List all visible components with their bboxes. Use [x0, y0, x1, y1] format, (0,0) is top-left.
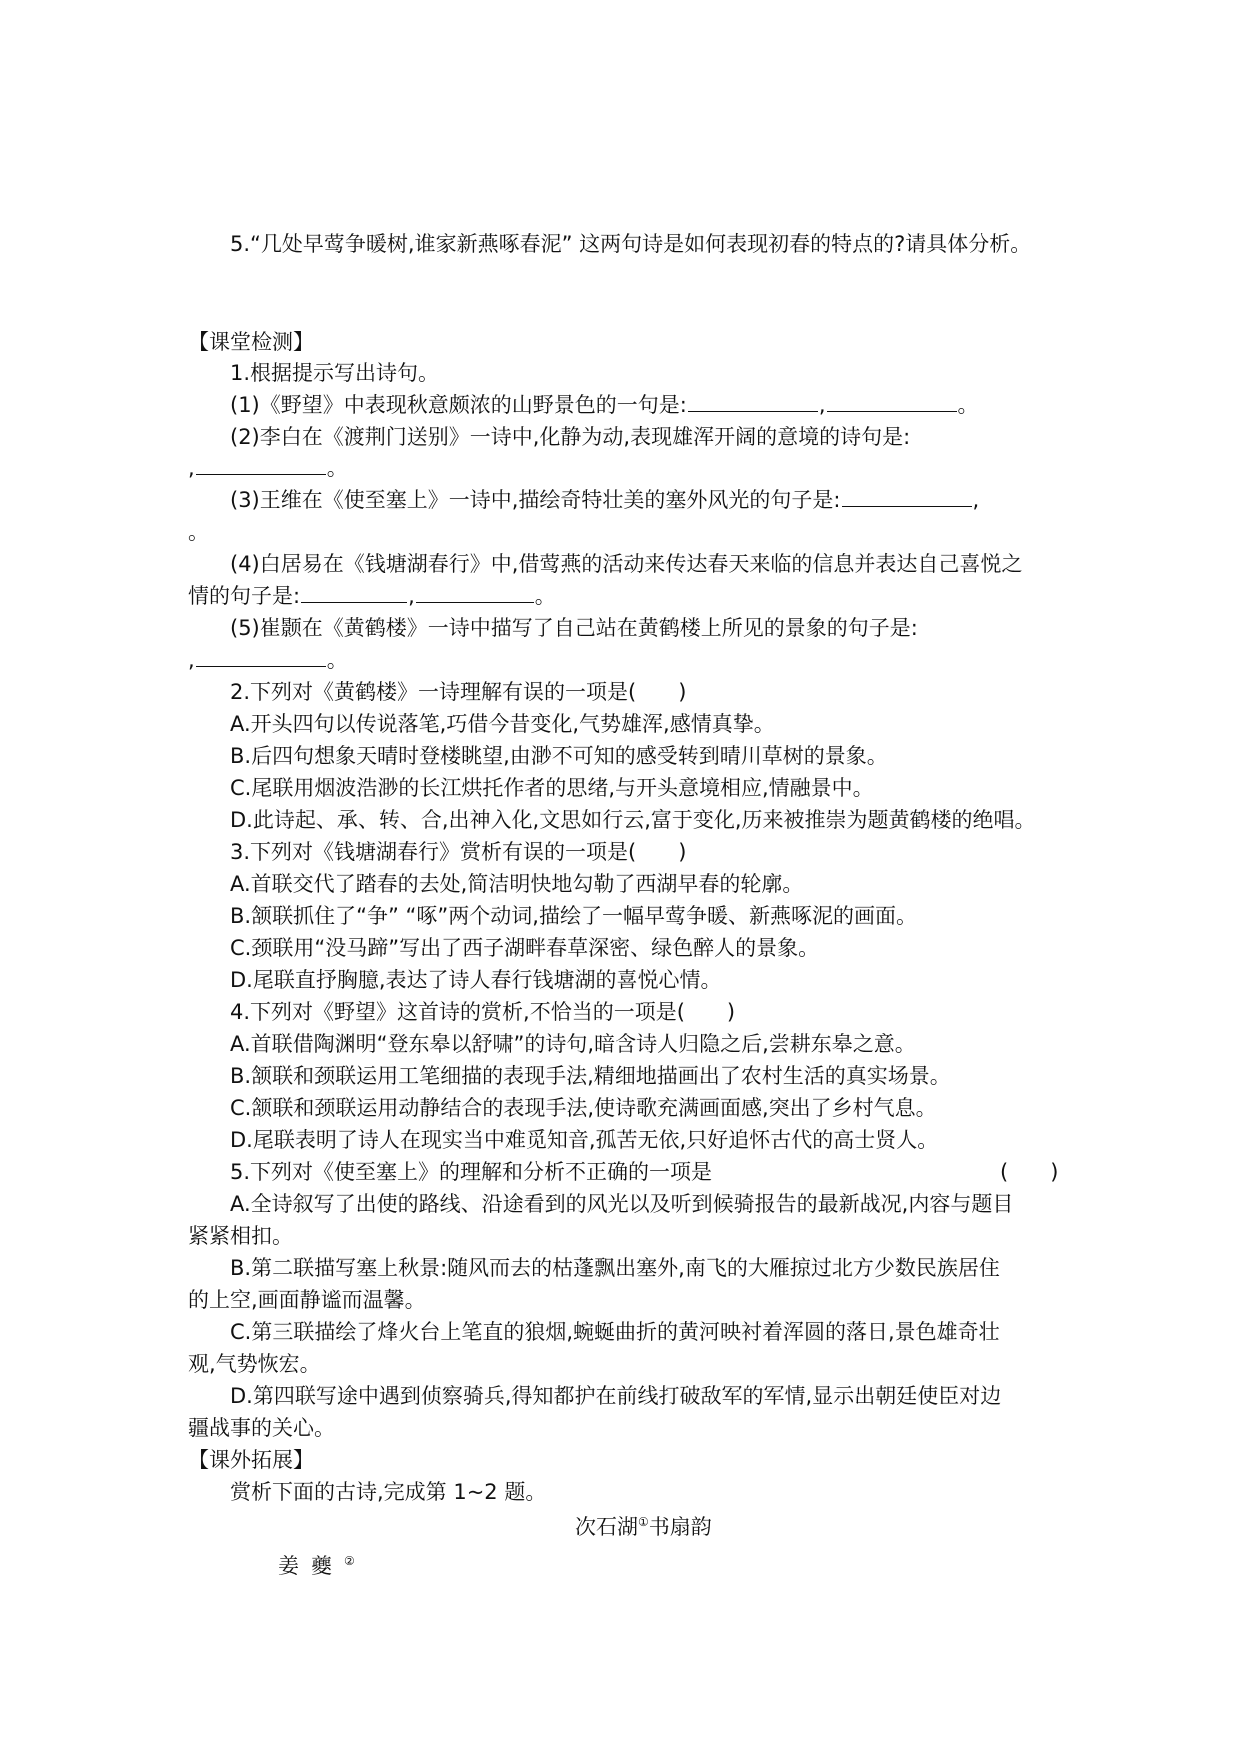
q4-stem: 4.下列对《野望》这首诗的赏析,不恰当的一项是( ) — [230, 1000, 736, 1024]
q2-option-c: C.尾联用烟波浩渺的长江烘托作者的思绪,与开头意境相应,情融景中。 — [230, 776, 874, 800]
q3-option-d: D.尾联直抒胸臆,表达了诗人春行钱塘湖的喜悦心情。 — [230, 968, 722, 992]
q1-part5-line1: (5)崔颢在《黄鹤楼》一诗中描写了自己站在黄鹤楼上所见的景象的句子是: — [230, 616, 918, 640]
section-heading-class-check: 【课堂检测】 — [188, 330, 314, 354]
extension-intro: 赏析下面的古诗,完成第 1~2 题。 — [230, 1480, 547, 1504]
q4-option-b: B.颔联和颈联运用工笔细描的表现手法,精细地描画出了农村生活的真实场景。 — [230, 1064, 951, 1088]
q5-option-d-line1: D.第四联写途中遇到侦察骑兵,得知都护在前线打破敌军的军情,显示出朝廷使臣对边 — [230, 1384, 1002, 1408]
q4-option-c: C.颔联和颈联运用动静结合的表现手法,使诗歌充满画面感,突出了乡村气息。 — [230, 1096, 937, 1120]
q5-option-b-line2: 的上空,画面静谧而温馨。 — [188, 1288, 426, 1312]
q1-intro: 1.根据提示写出诗句。 — [230, 361, 440, 385]
answer-blank[interactable] — [842, 484, 972, 507]
q5-option-a-line2: 紧紧相扣。 — [188, 1224, 293, 1248]
q5-option-d-line2: 疆战事的关心。 — [188, 1416, 335, 1440]
q3-option-a: A.首联交代了踏春的去处,简洁明快地勾勒了西湖早春的轮廓。 — [230, 872, 804, 896]
answer-blank[interactable] — [196, 644, 326, 667]
answer-blank[interactable] — [688, 389, 818, 412]
poem-title: 次石湖①书扇韵 — [575, 1515, 712, 1539]
q1-part3-line1: (3)王维在《使至塞上》一诗中,描绘奇特壮美的塞外风光的句子是: , — [0, 484, 1240, 517]
q2-option-d: D.此诗起、承、转、合,出神入化,文思如行云,富于变化,历来被推崇为题黄鹤楼的绝唱。 — [230, 808, 1036, 832]
answer-paren: ( ) — [1000, 1160, 1059, 1184]
answer-blank[interactable] — [827, 389, 957, 412]
q5-stem: 5.下列对《使至塞上》的理解和分析不正确的一项是 ( ) — [0, 1156, 1240, 1189]
answer-blank[interactable] — [301, 580, 407, 603]
footnote-marker: ① — [638, 1515, 649, 1529]
q2-option-b: B.后四句想象天晴时登楼眺望,由渺不可知的感受转到晴川草树的景象。 — [230, 744, 888, 768]
answer-blank[interactable] — [196, 452, 326, 475]
q3-option-c: C.颈联用“没马蹄”写出了西子湖畔春草深密、绿色醉人的景象。 — [230, 936, 820, 960]
footnote-marker: ② — [344, 1554, 367, 1568]
q1-part3-line2: 。 — [188, 520, 209, 544]
section-heading-extension: 【课外拓展】 — [188, 1448, 314, 1472]
q1-part1: (1)《野望》中表现秋意颇浓的山野景色的一句是: , 。 — [0, 389, 1240, 422]
q1-part2-line1: (2)李白在《渡荆门送别》一诗中,化静为动,表现雄浑开阔的意境的诗句是: — [230, 425, 911, 449]
q2-stem: 2.下列对《黄鹤楼》一诗理解有误的一项是( ) — [230, 680, 687, 704]
poem-author: 姜夔② — [278, 1554, 367, 1578]
q5-option-c-line2: 观,气势恢宏。 — [188, 1352, 321, 1376]
q4-option-a: A.首联借陶渊明“登东皋以舒啸”的诗句,暗含诗人归隐之后,尝耕东皋之意。 — [230, 1032, 916, 1056]
q1-part4-line1: (4)白居易在《钱塘湖春行》中,借莺燕的活动来传达春天来临的信息并表达自己喜悦之 — [230, 552, 1023, 576]
answer-blank[interactable] — [416, 580, 534, 603]
q3-stem: 3.下列对《钱塘湖春行》赏析有误的一项是( ) — [230, 840, 687, 864]
q5-option-b-line1: B.第二联描写塞上秋景:随风而去的枯蓬飘出塞外,南飞的大雁掠过北方少数民族居住 — [230, 1256, 1000, 1280]
q1-part5-line2: , 。 — [0, 644, 1240, 677]
q1-part2-line2: , 。 — [0, 452, 1240, 485]
q3-option-b: B.颔联抓住了“争” “啄”两个动词,描绘了一幅早莺争暖、新燕啄泥的画面。 — [230, 904, 917, 928]
q2-option-a: A.开头四句以传说落笔,巧借今昔变化,气势雄浑,感情真挚。 — [230, 712, 775, 736]
q5-option-a-line1: A.全诗叙写了出使的路线、沿途看到的风光以及听到候骑报告的最新战况,内容与题目 — [230, 1192, 1014, 1216]
q4-option-d: D.尾联表明了诗人在现实当中难觅知音,孤苦无依,只好追怀古代的高士贤人。 — [230, 1128, 939, 1152]
q1-part4-line2: 情的句子是: , 。 — [0, 580, 1240, 613]
question-5-analysis: 5.“几处早莺争暖树,谁家新燕啄春泥” 这两句诗是如何表现初春的特点的?请具体分析。 — [230, 232, 1032, 256]
q5-option-c-line1: C.第三联描绘了烽火台上笔直的狼烟,蜿蜒曲折的黄河映衬着浑圆的落日,景色雄奇壮 — [230, 1320, 1000, 1344]
